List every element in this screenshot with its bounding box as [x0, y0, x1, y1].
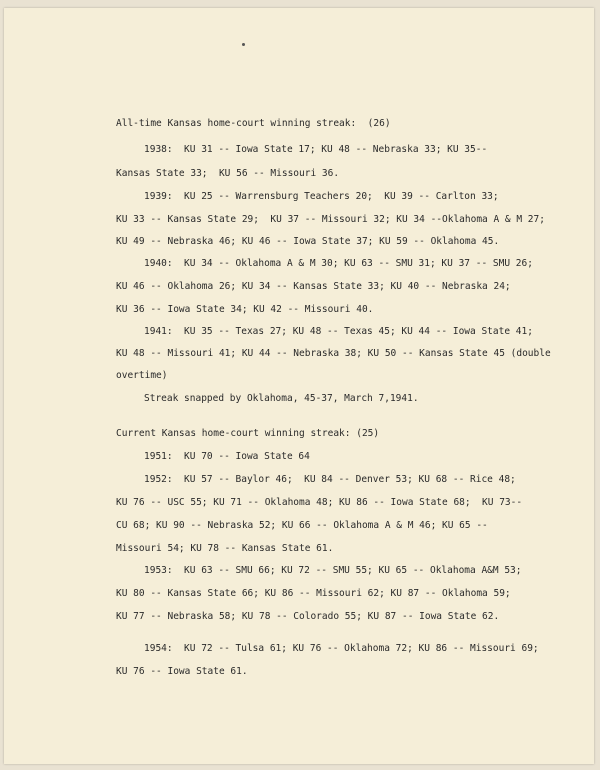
- line-1954-b: KU 76 -- Iowa State 61.: [116, 666, 248, 677]
- paper-speck: [242, 43, 245, 46]
- typed-page: [4, 8, 594, 764]
- line-1938-b: Kansas State 33; KU 56 -- Missouri 36.: [116, 168, 340, 179]
- line-1954-a: 1954: KU 72 -- Tulsa 61; KU 76 -- Oklahoma 72; KU 86 -- Missouri 69;: [144, 643, 539, 654]
- line-1938-a: 1938: KU 31 -- Iowa State 17; KU 48 -- Nebraska 33; KU 35--: [144, 144, 488, 155]
- line-1940-c: KU 36 -- Iowa State 34; KU 42 -- Missouri 40.: [116, 304, 374, 315]
- line-1953-b: KU 80 -- Kansas State 66; KU 86 -- Missouri 62; KU 87 -- Oklahoma 59;: [116, 588, 511, 599]
- line-1940-a: 1940: KU 34 -- Oklahoma A & M 30; KU 63 -- SMU 31; KU 37 -- SMU 26;: [144, 258, 533, 269]
- line-1941-c: overtime): [116, 370, 168, 381]
- line-1952-b: KU 76 -- USC 55; KU 71 -- Oklahoma 48; KU 86 -- Iowa State 68; KU 73--: [116, 497, 523, 508]
- streak-snapped-note: Streak snapped by Oklahoma, 45-37, March 7,1941.: [144, 393, 419, 404]
- line-1953-a: 1953: KU 63 -- SMU 66; KU 72 -- SMU 55; KU 65 -- Oklahoma A&M 53;: [144, 565, 522, 576]
- line-1952-a: 1952: KU 57 -- Baylor 46; KU 84 -- Denver 53; KU 68 -- Rice 48;: [144, 474, 516, 485]
- line-1952-d: Missouri 54; KU 78 -- Kansas State 61.: [116, 543, 334, 554]
- line-1952-c: CU 68; KU 90 -- Nebraska 52; KU 66 -- Oklahoma A & M 46; KU 65 --: [116, 520, 488, 531]
- heading-current-streak: Current Kansas home-court winning streak: (25): [116, 428, 380, 439]
- line-1941-a: 1941: KU 35 -- Texas 27; KU 48 -- Texas 45; KU 44 -- Iowa State 41;: [144, 326, 533, 337]
- line-1953-c: KU 77 -- Nebraska 58; KU 78 -- Colorado 55; KU 87 -- Iowa State 62.: [116, 611, 500, 622]
- line-1951: 1951: KU 70 -- Iowa State 64: [144, 451, 310, 462]
- line-1939-a: 1939: KU 25 -- Warrensburg Teachers 20; KU 39 -- Carlton 33;: [144, 191, 499, 202]
- line-1939-c: KU 49 -- Nebraska 46; KU 46 -- Iowa State 37; KU 59 -- Oklahoma 45.: [116, 236, 500, 247]
- line-1940-b: KU 46 -- Oklahoma 26; KU 34 -- Kansas State 33; KU 40 -- Nebraska 24;: [116, 281, 511, 292]
- line-1941-b: KU 48 -- Missouri 41; KU 44 -- Nebraska 38; KU 50 -- Kansas State 45 (double: [116, 348, 551, 359]
- line-1939-b: KU 33 -- Kansas State 29; KU 37 -- Missouri 32; KU 34 --Oklahoma A & M 27;: [116, 214, 545, 225]
- heading-alltime-streak: All-time Kansas home-court winning streak: (26): [116, 118, 391, 129]
